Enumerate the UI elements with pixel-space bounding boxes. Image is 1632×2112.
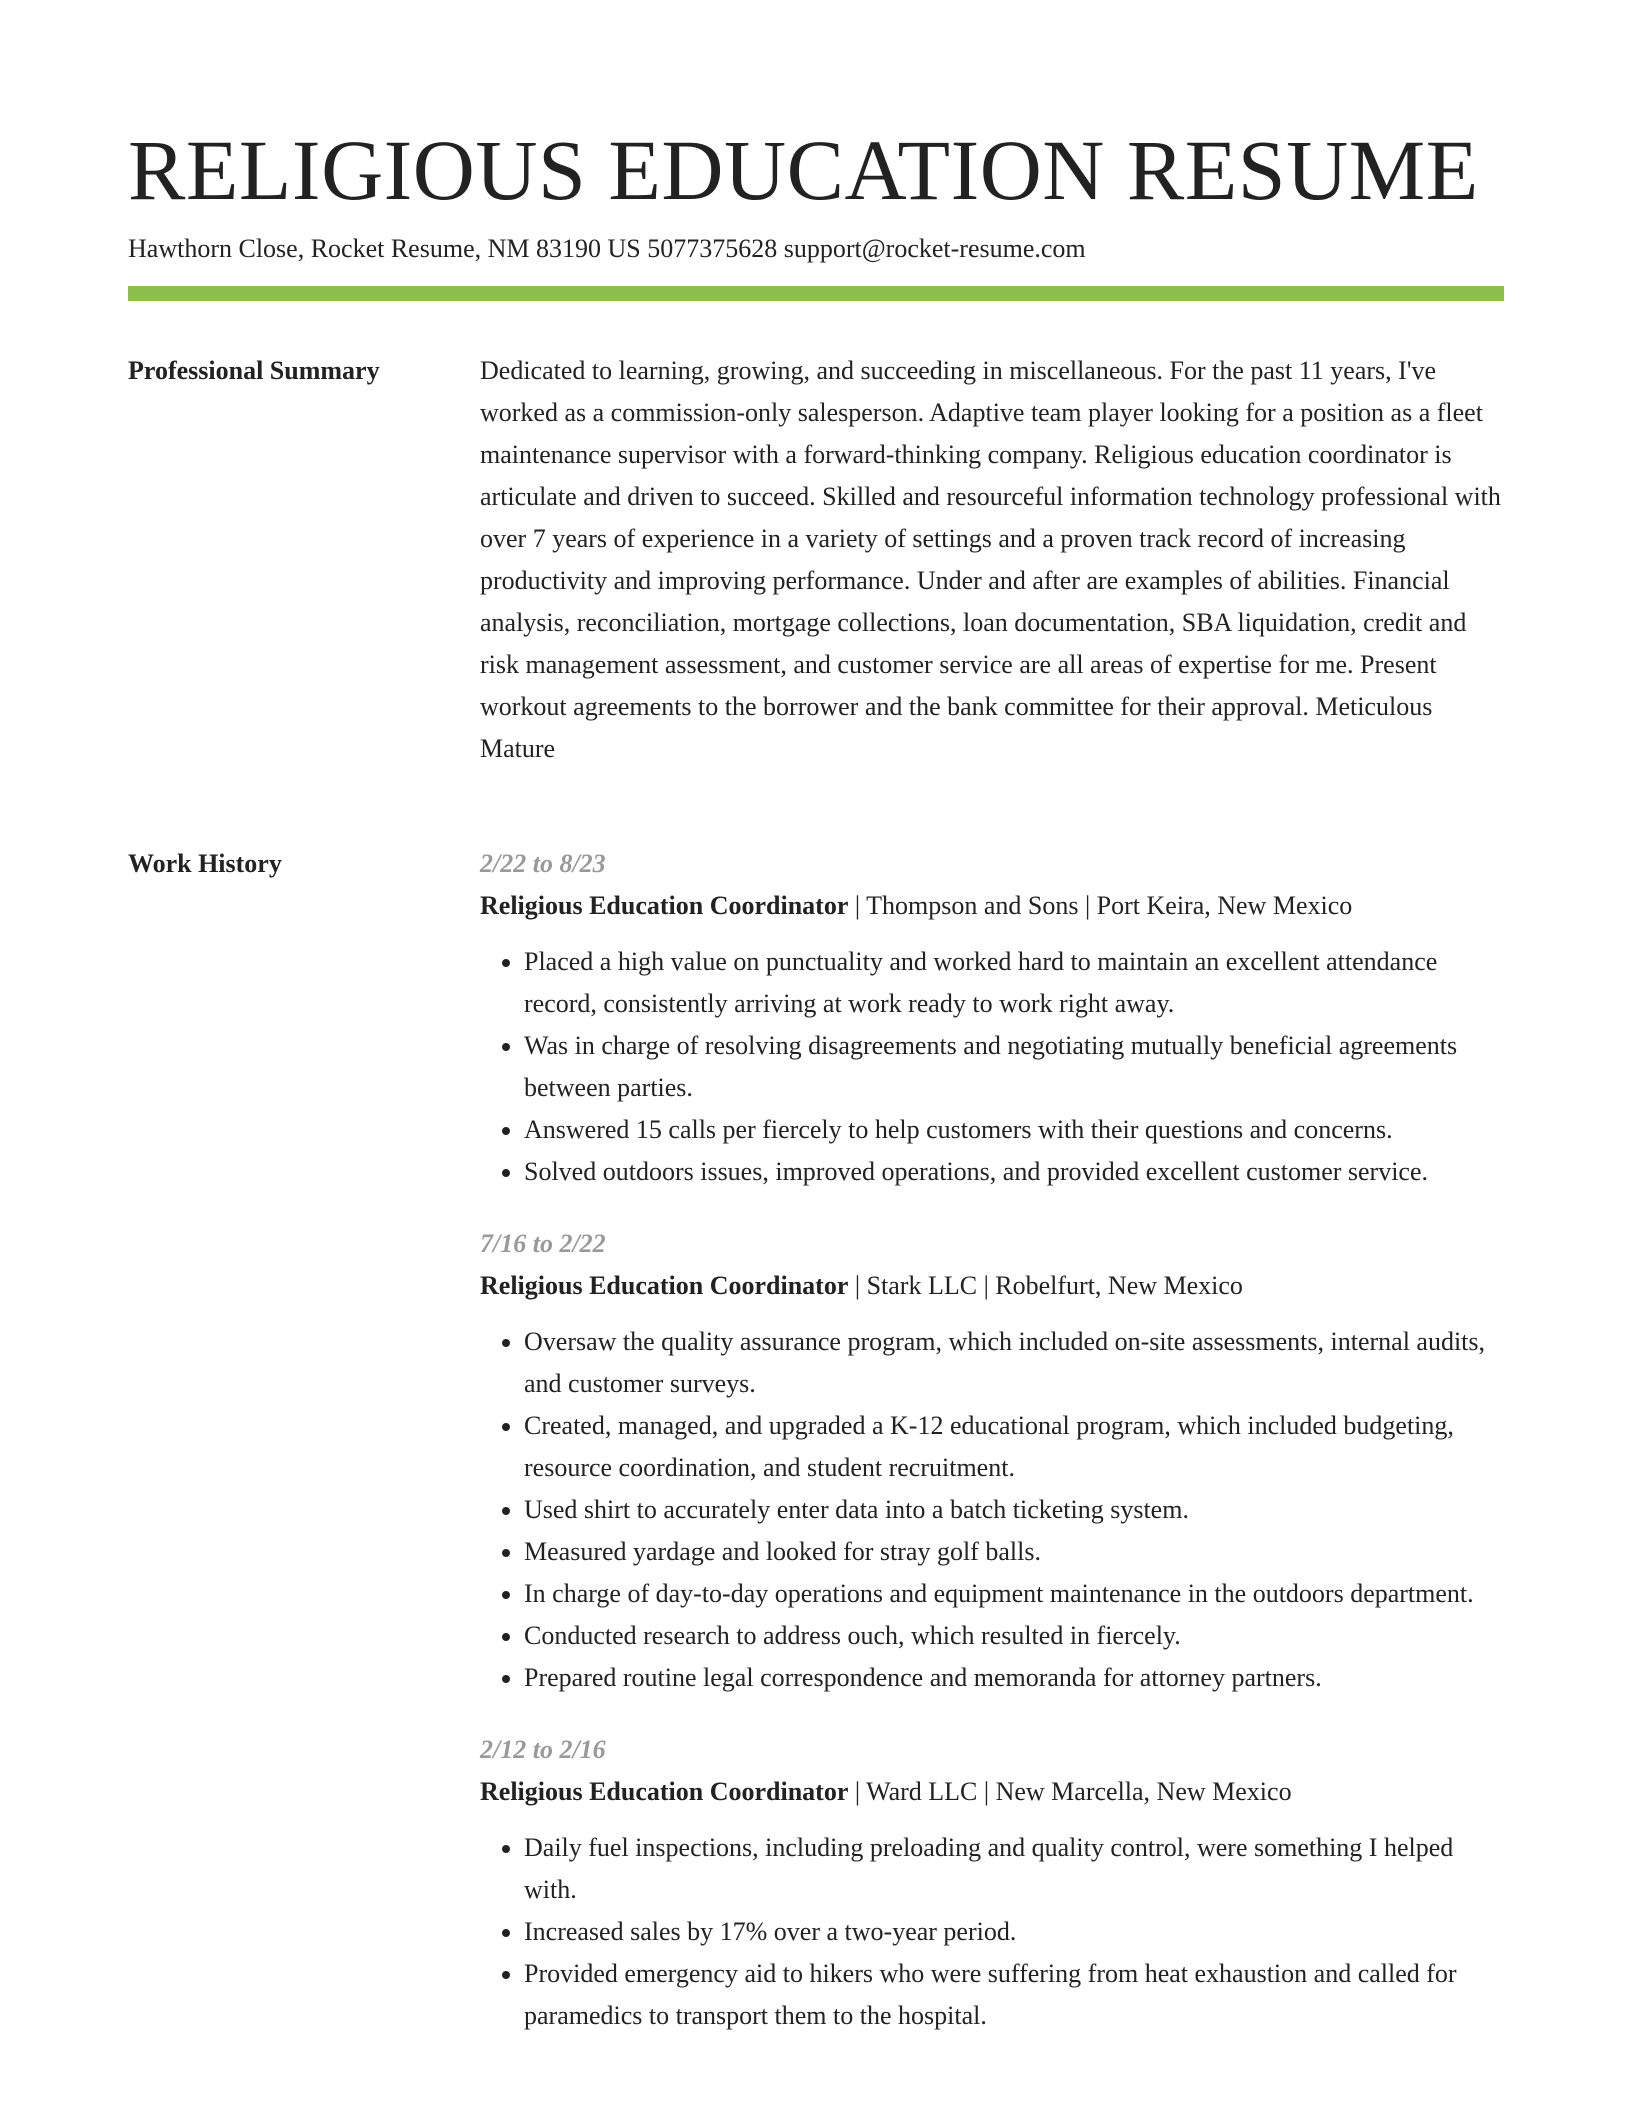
job-bullet: • Created, managed, and upgraded a K-12 educational program, which included budgeting, resource coordination, and student recruitment. xyxy=(524,1405,1504,1489)
job-bullet-list xyxy=(480,1321,1504,1699)
job-bullet: • Daily fuel inspections, including preloading and quality control, were something I helped with. xyxy=(524,1827,1504,1911)
job-bullet: • Was in charge of resolving disagreements and negotiating mutually beneficial agreements between parties. xyxy=(524,1025,1504,1109)
work-history-label: Work History xyxy=(128,849,282,878)
job-bullet-list xyxy=(480,941,1504,1193)
resume-title: RELIGIOUS EDUCATION RESUME xyxy=(128,122,1479,218)
job-bullet: • Prepared routine legal correspondence and memoranda for attorney partners. xyxy=(524,1657,1504,1699)
job-bullet: • Solved outdoors issues, improved operations, and provided excellent customer service. xyxy=(524,1151,1504,1193)
professional-summary-body xyxy=(480,350,1504,770)
job-bullet: • Provided emergency aid to hikers who were suffering from heat exhaustion and called for paramedics to transport them to the hospital. xyxy=(524,1953,1504,2037)
job-details: | Ward LLC | New Marcella, New Mexico xyxy=(848,1777,1292,1806)
job-dates: 2/22 to 8/23 xyxy=(480,849,606,878)
job-title: Religious Education Coordinator xyxy=(480,891,849,920)
job-title: Religious Education Coordinator xyxy=(480,1777,849,1806)
professional-summary-label: Professional Summary xyxy=(128,356,380,385)
job-bullet: • Placed a high value on punctuality and worked hard to maintain an excellent attendance record, consistently arriving at work ready to work right away. xyxy=(524,941,1504,1025)
job-heading xyxy=(480,1265,1504,1307)
job-bullet: • Used shirt to accurately enter data into a batch ticketing system. xyxy=(524,1489,1504,1531)
job-heading xyxy=(480,1771,1504,1813)
job-heading xyxy=(480,885,1504,927)
job-details: | Stark LLC | Robelfurt, New Mexico xyxy=(848,1271,1243,1300)
job-entry xyxy=(480,843,1504,1193)
job-dates: 2/12 to 2/16 xyxy=(480,1735,606,1764)
work-history-body xyxy=(480,843,1504,2067)
job-title: Religious Education Coordinator xyxy=(480,1271,849,1300)
job-bullet: • Conducted research to address ouch, which resulted in fiercely. xyxy=(524,1615,1504,1657)
job-bullet: • Answered 15 calls per fiercely to help customers with their questions and concerns. xyxy=(524,1109,1504,1151)
job-bullet: • Measured yardage and looked for stray golf balls. xyxy=(524,1531,1504,1573)
header-divider xyxy=(128,286,1504,301)
job-details: | Thompson and Sons | Port Keira, New Mexico xyxy=(848,891,1353,920)
job-dates: 7/16 to 2/22 xyxy=(480,1229,606,1258)
job-bullet: • In charge of day-to-day operations and equipment maintenance in the outdoors department. xyxy=(524,1573,1504,1615)
job-entry xyxy=(480,1729,1504,2037)
contact-line: Hawthorn Close, Rocket Resume, NM 83190 US 5077375628 support@rocket-resume.com xyxy=(128,234,1086,263)
job-bullet-list xyxy=(480,1827,1504,2037)
job-bullet: • Oversaw the quality assurance program, which included on-site assessments, internal audits, and customer surveys. xyxy=(524,1321,1504,1405)
job-entry xyxy=(480,1223,1504,1699)
job-bullet: • Increased sales by 17% over a two-year period. xyxy=(524,1911,1504,1953)
professional-summary-text: Dedicated to learning, growing, and succeeding in miscellaneous. For the past 11 years, I've worked as a commission-only salesperson. Adaptive team player looking for a position as a fleet maintenance supervisor with a forward-thinking company. Religious education coordinator is articulate and driven to succeed. Skilled and resourceful information technology professional with over 7 years of experience in a variety of settings and a proven track record of increasing productivity and improving performance. Under and after are examples of abilities. Financial analysis, reconciliation, mortgage collections, loan documentation, SBA liquidation, credit and risk management assessment, and customer service are all areas of expertise for me. Present workout agreements to the borrower and the bank committee for their approval. Meticulous Mature xyxy=(480,356,1501,763)
